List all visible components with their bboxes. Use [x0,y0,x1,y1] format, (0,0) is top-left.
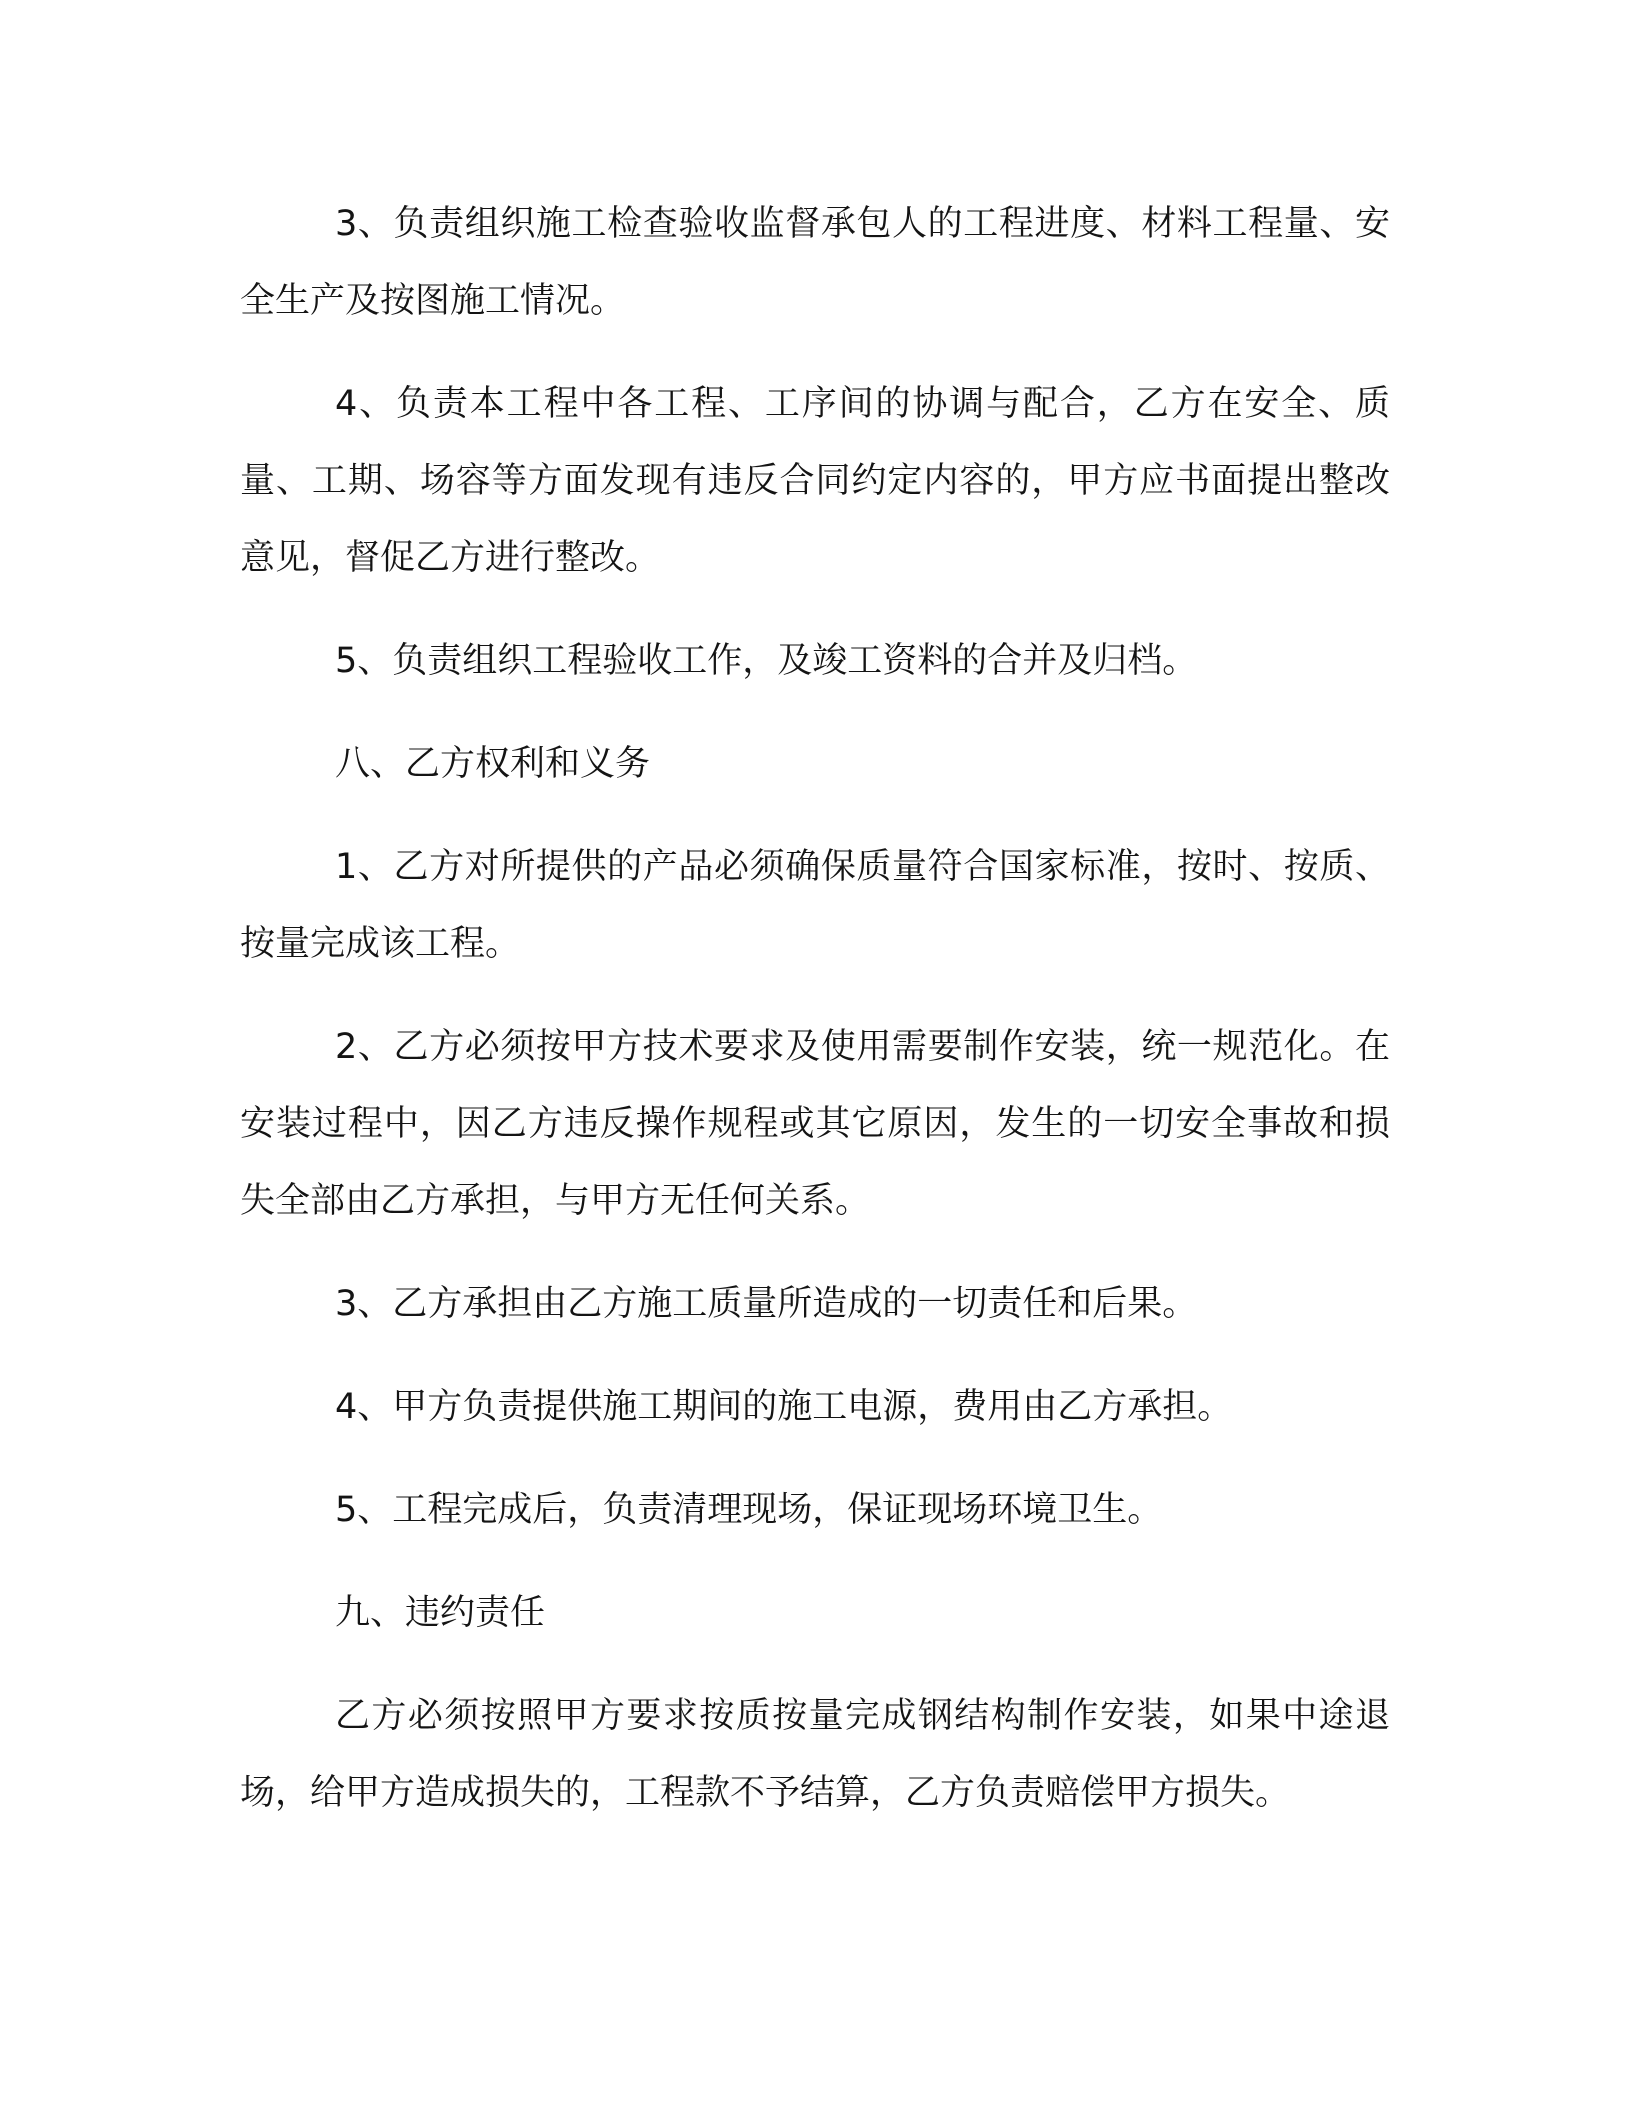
clause-8-4: 4、甲方负责提供施工期间的施工电源，费用由乙方承担。 [335,1387,1233,1427]
clause-7-5: 5、负责组织工程验收工作，及竣工资料的合并及归档。 [335,641,1198,681]
clause-9-body: 乙方必须按照甲方要求按质按量完成钢结构制作安装，如果中途退场，给甲方造成损失的，工程款不予结算，乙方负责赔偿甲方损失。 [240,1696,1390,1813]
section-heading-9: 九、违约责任 [335,1593,546,1633]
clause-7-3: 3、负责组织施工检查验收监督承包人的工程进度、材料工程量、安全生产及按图施工情况。 [240,204,1390,321]
clause-7-4: 4、负责本工程中各工程、工序间的协调与配合，乙方在安全、质量、工期、场容等方面发现有违反合同约定内容的，甲方应书面提出整改意见，督促乙方进行整改。 [240,384,1390,578]
section-heading-8: 八、乙方权利和义务 [335,744,651,784]
clause-8-1: 1、乙方对所提供的产品必须确保质量符合国家标准，按时、按质、按量完成该工程。 [240,847,1390,964]
document-body [240,186,1390,1858]
clause-8-2: 2、乙方必须按甲方技术要求及使用需要制作安装，统一规范化。在安装过程中，因乙方违反操作规程或其它原因，发生的一切安全事故和损失全部由乙方承担，与甲方无任何关系。 [240,1027,1390,1221]
clause-8-5: 5、工程完成后，负责清理现场，保证现场环境卫生。 [335,1490,1163,1530]
clause-8-3: 3、乙方承担由乙方施工质量所造成的一切责任和后果。 [335,1284,1198,1324]
